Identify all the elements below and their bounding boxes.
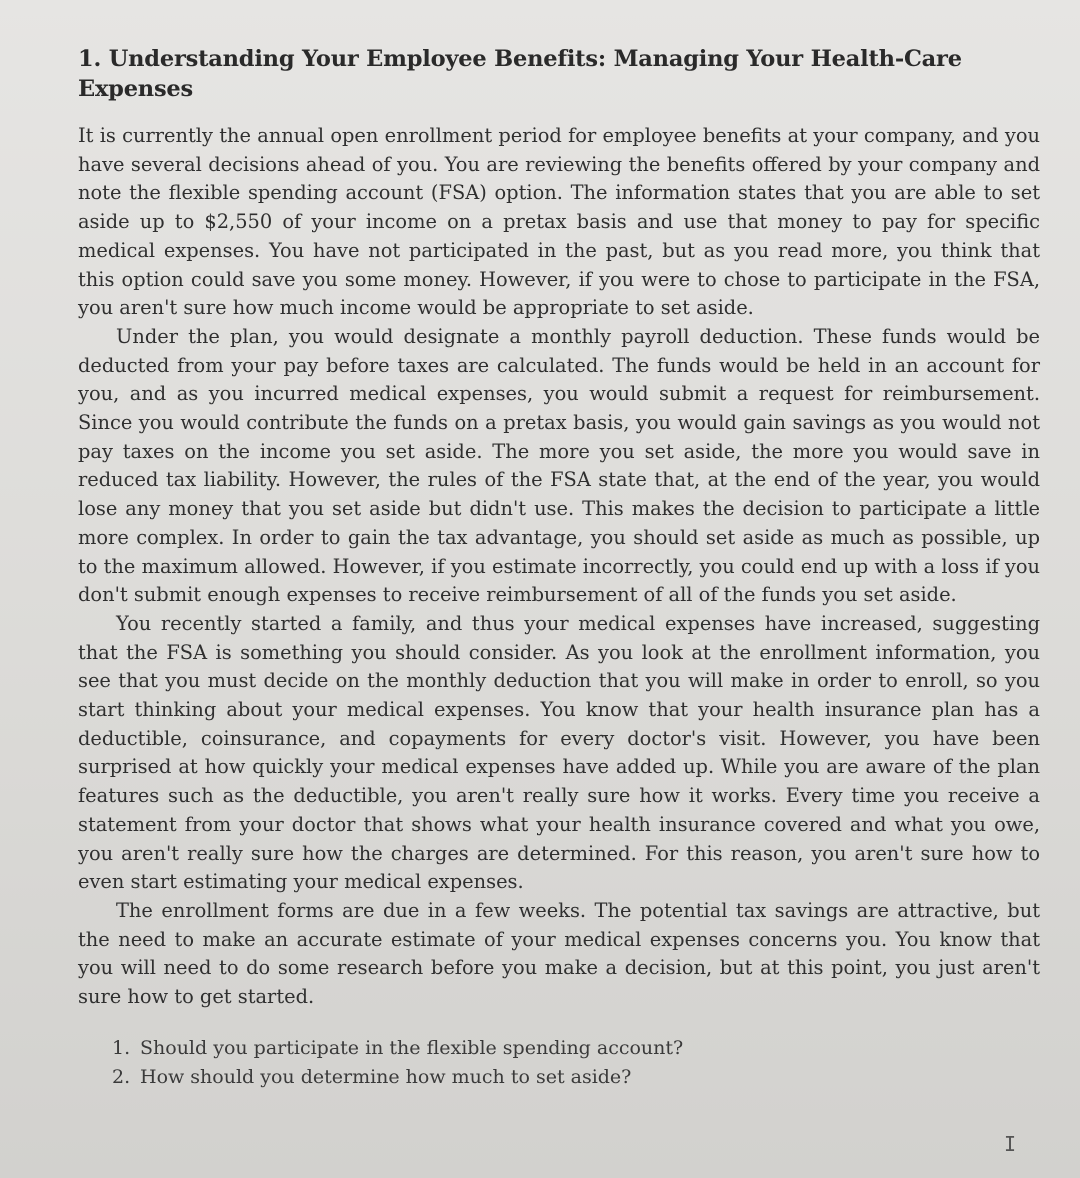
paragraph-intro: It is currently the annual open enrollment period for employee benefits at your company, and you have several decisions ahead of you. You are reviewing the benefits offered by your company and note the flexible spending account (FSA) option. The information states that you are able to set aside up to $2,550 of your income on a pretax basis and use that money to pay for specific medical expenses. You have not participated in the past, but as you read more, you think that this option could save you some money. However, if you were to chose to participate in the FSA, you aren't sure how much income would be appropriate to set aside. xyxy=(78,124,1040,320)
paragraph-family: You recently started a family, and thus your medical expenses have increased, suggesting that the FSA is something you should consider. As you look at the enrollment information, you see that you must decide on the monthly deduction that you will make in order to enroll, so you start thinking about your medical expenses. You know that your health insurance plan has a deductible, coinsurance, and copayments for every doctor's visit. However, you have been surprised at how quickly your medical expenses have added up. While you are aware of the plan features such as the deductible, you aren't really sure how it works. Every time you receive a statement from your doctor that shows what your health insurance covered and what you owe, you aren't really sure how the charges are determined. For this reason, you aren't sure how to even start estimating your medical expenses. xyxy=(78,611,1040,894)
question-item xyxy=(112,1063,1040,1092)
question-text: How should you determine how much to set aside? xyxy=(140,1065,632,1088)
paragraph-plan: Under the plan, you would designate a monthly payroll deduction. These funds would be deducted from your pay before taxes are calculated. The funds would be held in an account for you, and as you incurred medical expenses, you would submit a request for reimbursement. Since you would contribute the funds on a pretax basis, you would gain savings as you would not pay taxes on the income you set aside. The more you set aside, the more you would save in reduced tax liability. However, the rules of the FSA state that, at the end of the year, you would lose any money that you set aside but didn't use. This makes the decision to participate a little more complex. In order to gain the tax advantage, you should set aside as much as possible, up to the maximum allowed. However, if you estimate incorrectly, you could end up with a loss if you don't submit enough expenses to receive reimbursement of all of the funds you set aside. xyxy=(78,324,1040,607)
paragraph-enrollment: The enrollment forms are due in a few weeks. The potential tax savings are attractive, but the need to make an accurate estimate of your medical expenses concerns you. You know that you will need to do some research before you make a decision, but at this point, you just aren't sure how to get started. xyxy=(78,898,1040,1009)
text-cursor-icon: I xyxy=(1003,1132,1016,1156)
question-item xyxy=(112,1034,1040,1063)
question-text: Should you participate in the flexible spending account? xyxy=(140,1036,684,1059)
page-title: 1. Understanding Your Employee Benefits: Managing Your Health-Care Expenses xyxy=(78,46,962,102)
question-number: 2. xyxy=(112,1065,131,1088)
question-number: 1. xyxy=(112,1036,131,1059)
question-list xyxy=(78,1034,1040,1092)
